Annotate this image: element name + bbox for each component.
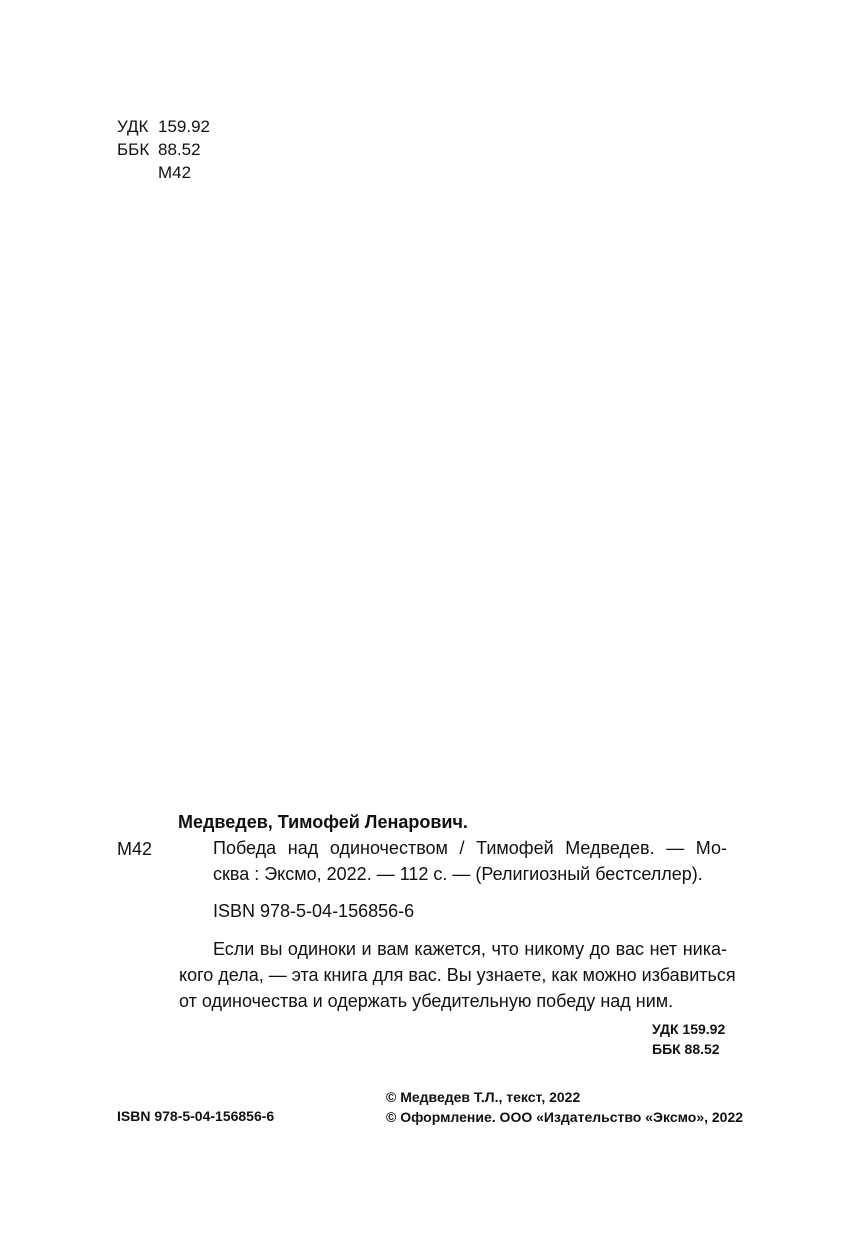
codes-bbk: ББК 88.52 xyxy=(652,1041,720,1057)
copyright-design: © Оформление. ООО «Издательство «Эксмо», 2022 xyxy=(386,1109,744,1125)
classification-codes xyxy=(560,1019,726,1059)
record-author: Медведев, Тимофей Ленарович. xyxy=(178,812,468,832)
annotation-line-1: Если вы одиноки и вам кажется, что никому до вас нет ника- xyxy=(213,939,727,959)
udk-value: 159.92 xyxy=(158,117,210,136)
annotation-line-3: от одиночества и одержать убедительную победу над ним. xyxy=(179,991,674,1011)
copyright-author: © Медведев Т.Л., текст, 2022 xyxy=(386,1089,581,1105)
annotation-line-2: кого дела, — эта книга для вас. Вы узнаете, как можно избавиться xyxy=(179,965,736,985)
bbk-label: ББК xyxy=(117,140,150,159)
record-annotation xyxy=(179,936,736,1014)
copyright-block xyxy=(386,1087,743,1127)
record-isbn: ISBN 978-5-04-156856-6 xyxy=(213,901,415,921)
footer-isbn: ISBN 978-5-04-156856-6 xyxy=(117,1108,275,1124)
record-description xyxy=(213,835,727,887)
record-author-mark: М42 xyxy=(117,839,153,859)
title-line-2: сква : Эксмо, 2022. — 112 с. — (Религиозный бестселлер). xyxy=(213,864,703,884)
author-mark-top: М42 xyxy=(158,163,192,182)
codes-udk: УДК 159.92 xyxy=(652,1021,726,1037)
udk-label: УДК xyxy=(117,117,149,136)
bbk-value: 88.52 xyxy=(158,140,201,159)
title-line-1: Победа над одиночеством / Тимофей Медведев. — Мо- xyxy=(213,838,727,858)
record-isbn-block xyxy=(213,898,727,924)
